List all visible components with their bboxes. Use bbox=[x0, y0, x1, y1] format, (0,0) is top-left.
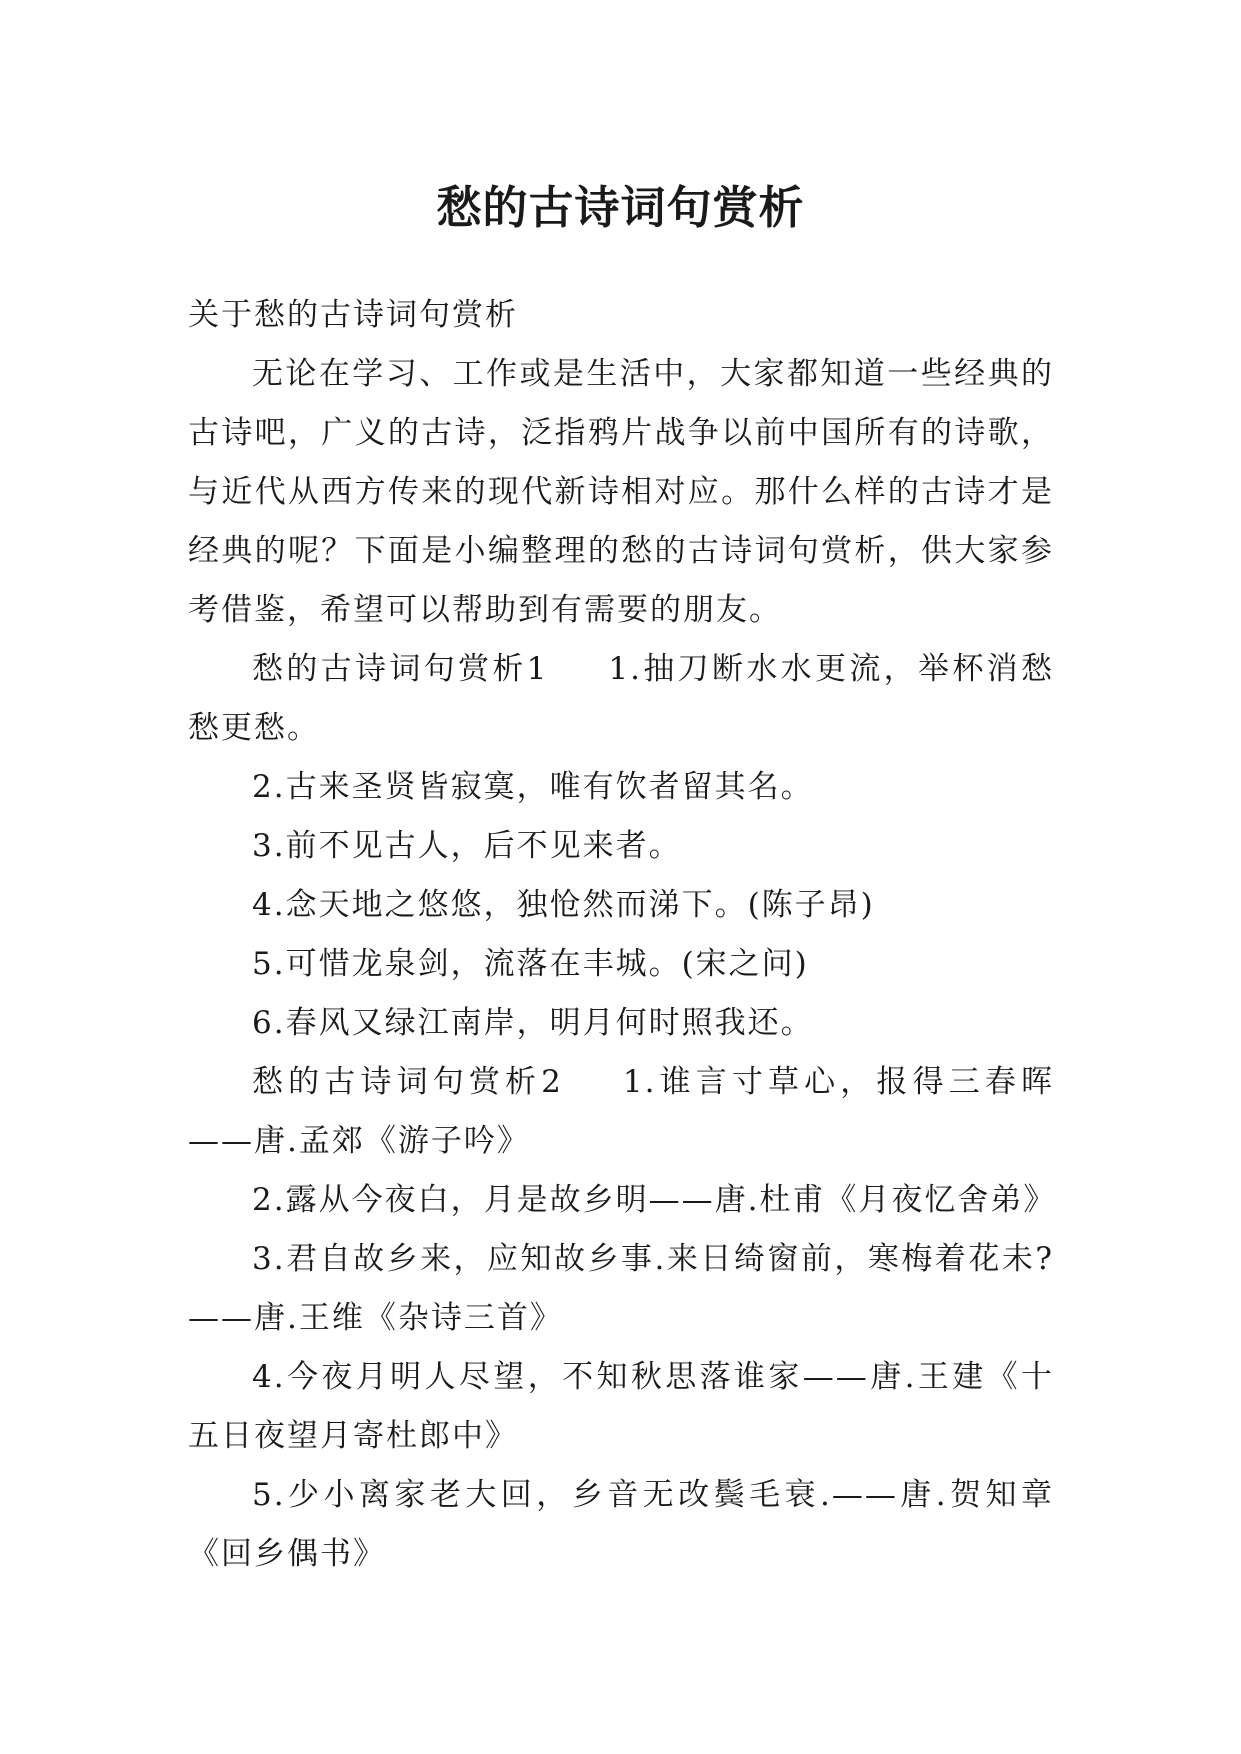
document-title: 愁的古诗词句赏析 bbox=[436, 181, 805, 235]
section-1-heading: 愁的古诗词句赏析1 bbox=[252, 651, 549, 687]
document-body bbox=[188, 286, 1057, 1584]
section-1-line-3: 3.前不见古人，后不见来者。 bbox=[252, 828, 682, 864]
section-2-line-4: 4.今夜月明人尽望，不知秋思落谁家——唐.王建《十五日夜望月寄杜郎中》 bbox=[188, 1359, 1054, 1454]
section-1-first-paragraph bbox=[188, 640, 1054, 758]
section-2-heading: 愁的古诗词句赏析2 bbox=[252, 1064, 563, 1100]
section-1-line-6: 6.春风又绿江南岸，明月何时照我还。 bbox=[252, 1005, 814, 1041]
section-2-first-paragraph bbox=[188, 1053, 1054, 1171]
section-1-line-2: 2.古来圣贤皆寂寞，唯有饮者留其名。 bbox=[252, 769, 814, 805]
section-2-line-3: 3.君自故乡来，应知故乡事.来日绮窗前，寒梅着花未?——唐.王维《杂诗三首》 bbox=[188, 1241, 1054, 1336]
section-2-line-5: 5.少小离家老大回，乡音无改鬓毛衰.——唐.贺知章《回乡偶书》 bbox=[188, 1477, 1054, 1572]
section-1-line-5: 5.可惜龙泉剑，流落在丰城。(宋之问) bbox=[252, 946, 809, 982]
section-2-line-1: 1.谁言寸草心，报得三春晖——唐.孟郊《游子吟》 bbox=[188, 1064, 1054, 1159]
document-subtitle: 关于愁的古诗词句赏析 bbox=[188, 297, 518, 333]
section-1-line-4: 4.念天地之悠悠，独怆然而涕下。(陈子昂) bbox=[252, 887, 875, 923]
section-2-line-2: 2.露从今夜白，月是故乡明——唐.杜甫《月夜忆舍弟》 bbox=[252, 1182, 1057, 1218]
section-1-line-1: 1.抽刀断水水更流，举杯消愁愁更愁。 bbox=[188, 651, 1054, 746]
intro-paragraph: 无论在学习、工作或是生活中，大家都知道一些经典的古诗吧，广义的古诗，泛指鸦片战争以前中国所有的诗歌，与近代从西方传来的现代新诗相对应。那什么样的古诗才是经典的呢？下面是小编整理的愁的古诗词句赏析，供大家参考借鉴，希望可以帮助到有需要的朋友。 bbox=[188, 356, 1054, 628]
